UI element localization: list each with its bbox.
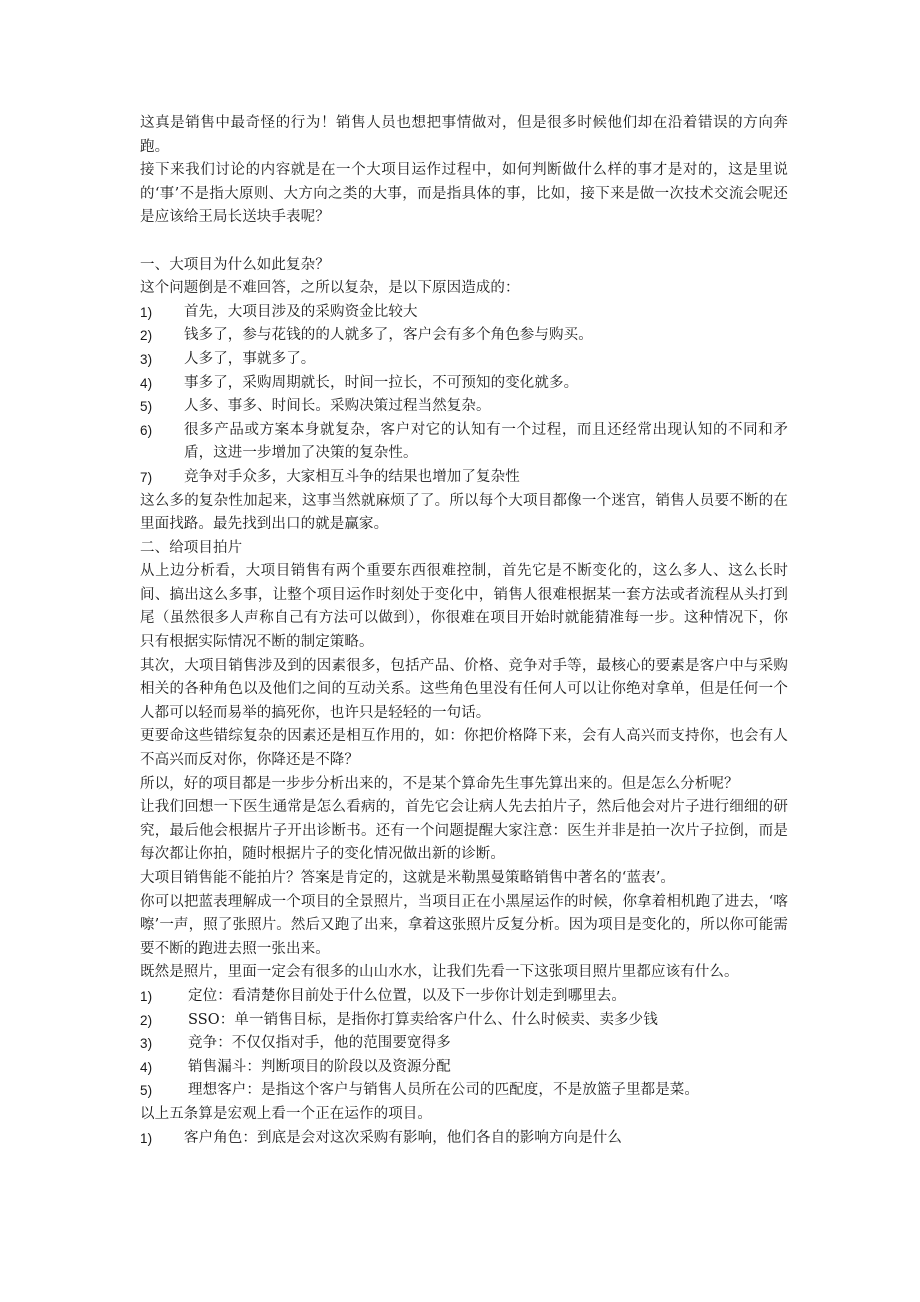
section2-paragraph-3: 更要命这些错综复杂的因素还是相互作用的，如：你把价格降下来，会有人高兴而支持你，也会有人不高兴而反对你，你降还是不降？ bbox=[140, 728, 788, 769]
section1-lead: 这个问题倒是不难回答，之所以复杂，是以下原因造成的： bbox=[140, 280, 520, 297]
section2-list bbox=[140, 985, 788, 1103]
list-number: 3) bbox=[140, 351, 153, 367]
list-number: 4) bbox=[140, 1059, 153, 1075]
list-text: SSO：单一销售目标，是指你打算卖给客户什么、什么时候卖、卖多少钱 bbox=[188, 1011, 658, 1028]
list-number: 1) bbox=[140, 304, 153, 320]
list-item bbox=[140, 1127, 788, 1151]
list-text: 理想客户：是指这个客户与销售人员所在公司的匹配度，不是放篮子里都是菜。 bbox=[188, 1082, 699, 1099]
list-text: 销售漏斗：判断项目的阶段以及资源分配 bbox=[188, 1058, 451, 1075]
blank-line bbox=[140, 230, 788, 254]
section2-summary: 以上五条算是宏观上看一个正在运作的项目。 bbox=[140, 1105, 432, 1122]
list-item bbox=[140, 395, 788, 419]
list-number: 7) bbox=[140, 469, 153, 485]
list-number: 3) bbox=[140, 1036, 153, 1052]
section2-paragraph-7: 你可以把蓝表理解成一个项目的全景照片，当项目正在小黑屋运作的时候，你拿着相机跑了进去，‘喀嚓’一声，照了张照片。然后又跑了出来，拿着这张照片反复分析。因为项目是变化的，所以你可能需要不断的跑进去照一张出来。 bbox=[140, 893, 788, 957]
section2-list-2 bbox=[140, 1127, 788, 1151]
list-item bbox=[140, 419, 788, 466]
list-item bbox=[140, 348, 788, 372]
list-item bbox=[140, 324, 788, 348]
list-number: 5) bbox=[140, 399, 153, 415]
list-text: 人多了，事就多了。 bbox=[184, 350, 316, 367]
list-text: 首先，大项目涉及的采购资金比较大 bbox=[184, 303, 418, 320]
list-text: 钱多了，参与花钱的的人就多了，客户会有多个角色参与购买。 bbox=[184, 327, 593, 344]
list-number: 4) bbox=[140, 375, 153, 391]
intro-paragraph-1: 这真是销售中最奇怪的行为！销售人员也想把事情做对，但是很多时候他们却在沿着错误的方向奔跑。 bbox=[140, 115, 788, 155]
section2-paragraph-2: 其次，大项目销售涉及到的因素很多，包括产品、价格、竞争对手等，最核心的要素是客户中与采购相关的各种角色以及他们之间的互动关系。这些角色里没有任何人可以让你绝对拿单，但是任何一个人都可以轻而易举的搞死你，也许只是轻轻的一句话。 bbox=[140, 657, 788, 721]
section1-conclusion: 这么多的复杂性加起来，这事当然就麻烦了了。所以每个大项目都像一个迷宫，销售人员要不断的在里面找路。最先找到出口的就是赢家。 bbox=[140, 492, 788, 533]
section2-paragraph-5: 让我们回想一下医生通常是怎么看病的，首先它会让病人先去拍片子，然后他会对片子进行细细的研究，最后他会根据片子开出诊断书。还有一个问题提醒大家注意：医生并非是拍一次片子拉倒，而是每次都让你拍，随时根据片子的变化情况做出新的诊断。 bbox=[140, 799, 788, 863]
section2-heading: 二、给项目拍片 bbox=[140, 539, 243, 556]
section1-list bbox=[140, 301, 788, 490]
list-number: 2) bbox=[140, 328, 153, 344]
list-item bbox=[140, 301, 788, 325]
section2-paragraph-8: 既然是照片，里面一定会有很多的山山水水，让我们先看一下这张项目照片里都应该有什么。 bbox=[140, 964, 739, 981]
section2-paragraph-4: 所以，好的项目都是一步步分析出来的，不是某个算命先生事先算出来的。但是怎么分析呢？ bbox=[140, 775, 739, 792]
list-text: 定位：看清楚你目前处于什么位置，以及下一步你计划走到哪里去。 bbox=[188, 987, 626, 1004]
section2-paragraph-6: 大项目销售能不能拍片？答案是肯定的，这就是米勒黑曼策略销售中著名的‘蓝表’。 bbox=[140, 870, 676, 886]
list-item bbox=[140, 372, 788, 396]
list-text: 事多了，采购周期就长，时间一拉长，不可预知的变化就多。 bbox=[184, 374, 579, 391]
list-number: 5) bbox=[140, 1083, 153, 1099]
list-number: 6) bbox=[140, 422, 153, 438]
list-text: 客户角色：到底是会对这次采购有影响，他们各自的影响方向是什么 bbox=[184, 1129, 622, 1146]
section2-paragraph-1: 从上边分析看，大项目销售有两个重要东西很难控制，首先它是不断变化的，这么多人、这么长时间、搞出这么多事，让整个项目运作时刻处于变化中，销售人很难根据某一套方法或者流程从头打到尾（虽然很多人声称自己有方法可以做到），你很难在项目开始时就能猜准每一步。这种情况下，你只有根据实际情况不断的制定策略。 bbox=[140, 563, 788, 651]
list-item bbox=[140, 985, 788, 1009]
list-text: 竞争对手众多，大家相互斗争的结果也增加了复杂性 bbox=[184, 468, 520, 485]
list-item bbox=[140, 466, 788, 490]
list-number: 1) bbox=[140, 1130, 153, 1146]
section1-heading: 一、大项目为什么如此复杂？ bbox=[140, 256, 330, 273]
list-text: 人多、事多、时间长。采购决策过程当然复杂。 bbox=[184, 398, 491, 415]
list-number: 2) bbox=[140, 1012, 153, 1028]
document-body bbox=[140, 112, 788, 1150]
list-item bbox=[140, 1056, 788, 1080]
intro-paragraph-2: 接下来我们讨论的内容就是在一个大项目运作过程中，如何判断做什么样的事才是对的，这是里说的‘事’不是指大原则、大方向之类的大事，而是指具体的事，比如，接下来是做一次技术交流会呢还是应该给王局长送块手表呢？ bbox=[140, 162, 788, 226]
list-text: 竞争：不仅仅指对手，他的范围要宽得多 bbox=[188, 1035, 451, 1052]
list-item bbox=[140, 1079, 788, 1103]
list-item bbox=[140, 1032, 788, 1056]
list-item bbox=[140, 1009, 788, 1033]
list-text: 很多产品或方案本身就复杂，客户对它的认知有一个过程，而且还经常出现认知的不同和矛盾，这进一步增加了决策的复杂性。 bbox=[184, 421, 788, 462]
list-number: 1) bbox=[140, 988, 153, 1004]
